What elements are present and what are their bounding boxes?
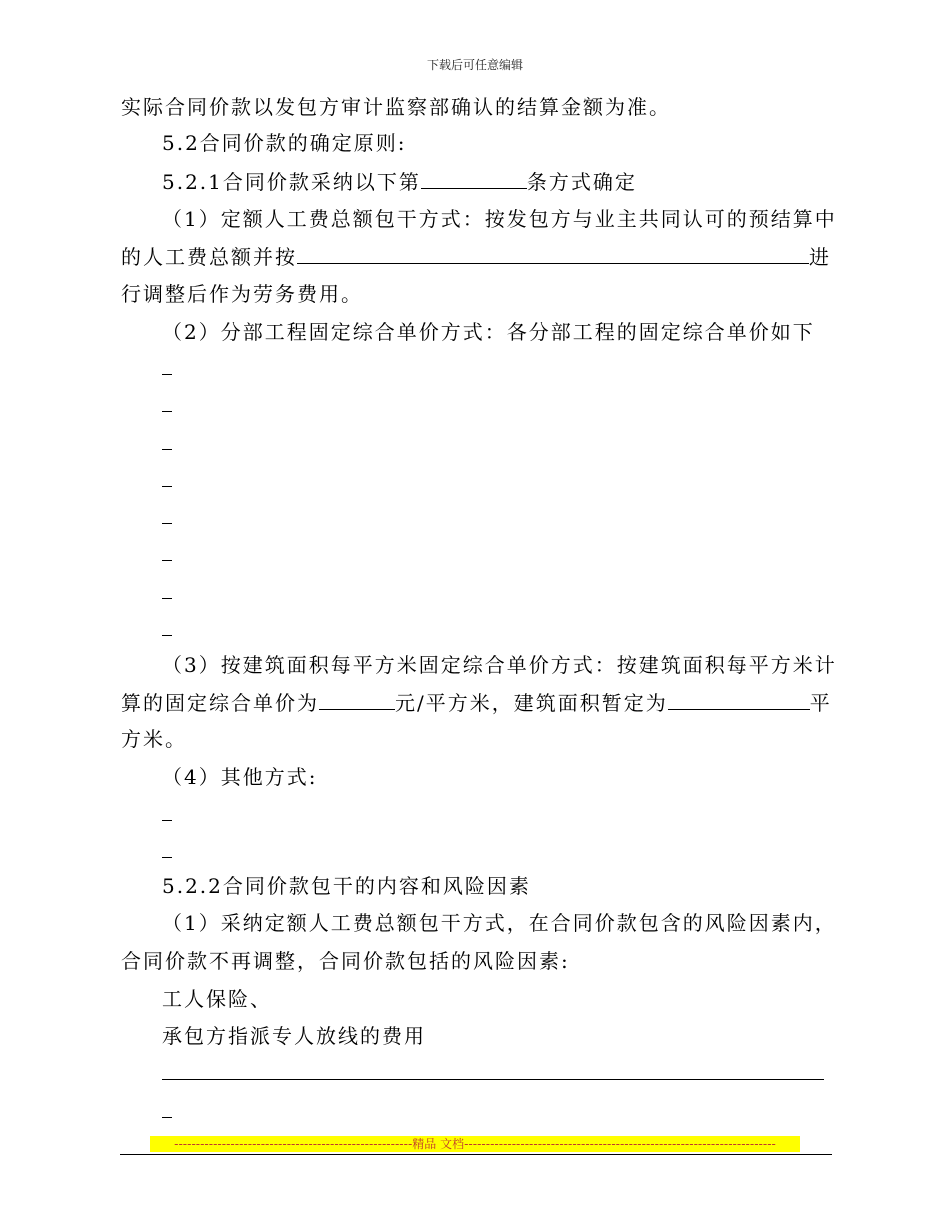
text: 元/平方米，建筑面积暂定为 bbox=[395, 691, 668, 715]
text: 算的固定综合单价为 bbox=[121, 691, 319, 715]
blank-line[interactable] bbox=[162, 560, 172, 561]
fill-blank[interactable] bbox=[297, 241, 809, 264]
paragraph-line bbox=[162, 317, 815, 347]
footer-divider bbox=[120, 1154, 832, 1155]
paragraph-line bbox=[162, 650, 837, 680]
blank-line[interactable] bbox=[162, 857, 172, 858]
blank-line[interactable] bbox=[162, 374, 172, 375]
text: 实际合同价款以发包方审计监察部确认的结算金额为准。 bbox=[121, 95, 671, 119]
paragraph-line bbox=[121, 687, 832, 717]
text: 进 bbox=[809, 245, 831, 269]
fill-blank[interactable] bbox=[421, 166, 527, 189]
text: （1）采纳定额人工费总额包干方式，在合同价款包含的风险因素内， bbox=[162, 911, 837, 935]
paragraph-line bbox=[162, 984, 272, 1014]
paragraph-line bbox=[162, 204, 837, 234]
text: 条方式确定 bbox=[526, 170, 637, 194]
blank-line[interactable] bbox=[162, 1117, 172, 1118]
text: 合同价款不再调整，合同价款包括的风险因素: bbox=[121, 949, 570, 973]
paragraph-line bbox=[162, 908, 837, 938]
text: 方米。 bbox=[121, 727, 187, 751]
blank-line[interactable] bbox=[162, 820, 172, 821]
text: 平 bbox=[809, 691, 832, 715]
text: 5.2.2合同价款包干的内容和风险因素 bbox=[162, 874, 531, 898]
text: 工人保险、 bbox=[162, 987, 272, 1011]
paragraph-line bbox=[162, 1021, 426, 1051]
paragraph-line bbox=[121, 279, 363, 309]
page-header: 下载后可任意编辑 bbox=[426, 58, 523, 72]
section-heading bbox=[162, 128, 407, 158]
paragraph-line bbox=[121, 724, 187, 754]
blank-line[interactable] bbox=[162, 1079, 824, 1080]
text: 承包方指派专人放线的费用 bbox=[162, 1024, 426, 1048]
text: 的人工费总额并按 bbox=[121, 245, 297, 269]
blank-line[interactable] bbox=[162, 523, 172, 524]
text: 行调整后作为劳务费用。 bbox=[121, 282, 363, 306]
text: （2）分部工程固定综合单价方式：各分部工程的固定综合单价如下 bbox=[162, 320, 815, 344]
paragraph-line bbox=[162, 762, 317, 792]
blank-line[interactable] bbox=[162, 411, 172, 412]
subsection-heading bbox=[162, 166, 637, 196]
blank-line[interactable] bbox=[162, 449, 172, 450]
subsection-heading bbox=[162, 871, 531, 901]
fill-blank[interactable] bbox=[668, 687, 810, 710]
paragraph-line bbox=[121, 241, 831, 271]
blank-line[interactable] bbox=[162, 598, 172, 599]
fill-blank[interactable] bbox=[319, 687, 395, 710]
page-footer: -------------------------------------------------------精品 文档------------------------------------------------------------------------ bbox=[150, 1136, 800, 1152]
paragraph-line bbox=[121, 946, 570, 976]
text: （4）其他方式: bbox=[162, 765, 318, 789]
text: 5.2.1合同价款采纳以下第 bbox=[162, 170, 421, 194]
blank-line[interactable] bbox=[162, 486, 172, 487]
blank-line[interactable] bbox=[162, 635, 172, 636]
text: 5.2合同价款的确定原则: bbox=[162, 131, 407, 155]
text: （1）定额人工费总额包干方式：按发包方与业主共同认可的预结算中 bbox=[162, 207, 837, 231]
paragraph-line bbox=[121, 92, 671, 122]
text: （3）按建筑面积每平方米固定综合单价方式：按建筑面积每平方米计 bbox=[162, 653, 837, 677]
